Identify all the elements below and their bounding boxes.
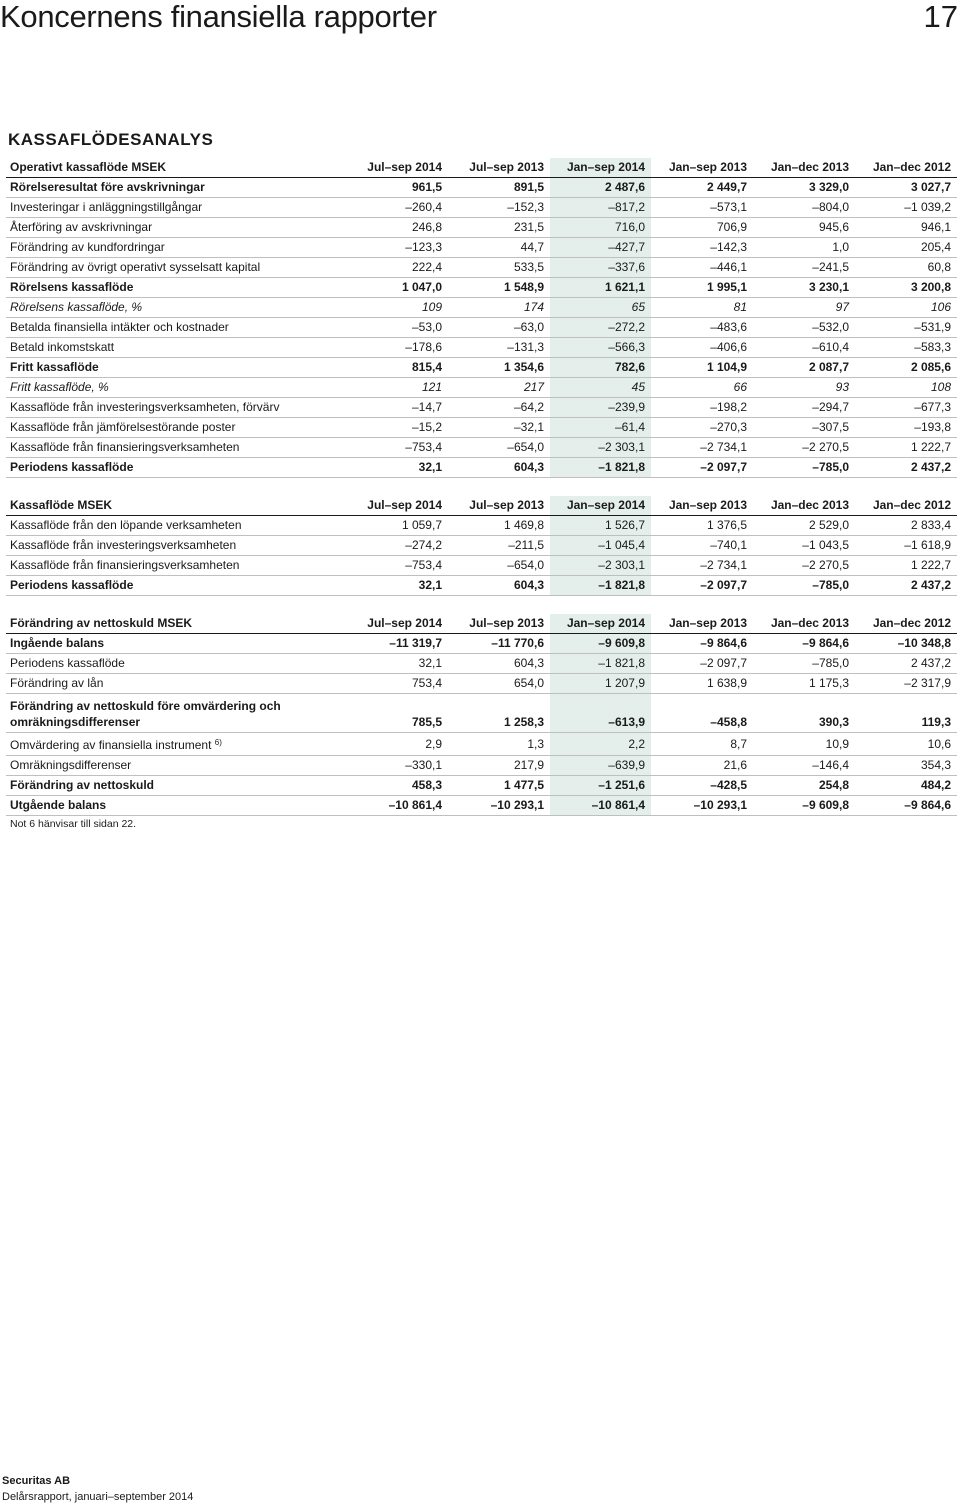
table-cell: 66 [651, 378, 753, 398]
row-label-text: Återföring av avskrivningar [10, 220, 153, 234]
table-row [6, 796, 957, 816]
table-cell: –583,3 [855, 338, 957, 358]
table-title: Kassaflöde MSEK [6, 496, 355, 516]
operating-cash-flow-table [6, 158, 957, 478]
table-cell: –142,3 [651, 238, 753, 258]
row-label-text: Investeringar i anläggningstillgångar [10, 200, 203, 214]
row-label [6, 278, 355, 298]
table-cell: –740,1 [651, 536, 753, 556]
table-cell: –239,9 [550, 398, 651, 418]
row-label-text: Rörelsens kassaflöde, % [10, 300, 143, 314]
table-cell: –9 864,6 [855, 796, 957, 816]
table-cell: 782,6 [550, 358, 651, 378]
row-label-text: Betald inkomstskatt [10, 340, 115, 354]
table-cell: 222,4 [355, 258, 448, 278]
table-cell: –9 864,6 [753, 634, 855, 654]
row-label [6, 733, 355, 756]
row-label [6, 694, 355, 733]
table-cell: –2 270,5 [753, 438, 855, 458]
table-cell: –178,6 [355, 338, 448, 358]
table-cell: 3 329,0 [753, 178, 855, 198]
row-label [6, 756, 355, 776]
column-header: Jul–sep 2013 [448, 496, 550, 516]
column-header: Jan–dec 2012 [855, 158, 957, 178]
table-cell: –531,9 [855, 318, 957, 338]
row-label-text: Förändring av lån [10, 676, 104, 690]
table-cell: 1 526,7 [550, 516, 651, 536]
cash-flow-table [6, 496, 957, 596]
table-row [6, 756, 957, 776]
table-cell: 533,5 [448, 258, 550, 278]
table-cell: 604,3 [448, 576, 550, 596]
table-cell: 1,3 [448, 733, 550, 756]
table-cell: 1 047,0 [355, 278, 448, 298]
table-row [6, 238, 957, 258]
table-row [6, 733, 957, 756]
table-row [6, 358, 957, 378]
row-label [6, 776, 355, 796]
row-label [6, 516, 355, 536]
table-cell: 106 [855, 298, 957, 318]
table-cell: –458,8 [651, 694, 753, 733]
table-cell: 706,9 [651, 218, 753, 238]
table-cell: 2 437,2 [855, 654, 957, 674]
column-header: Jan–dec 2012 [855, 496, 957, 516]
table-cell: –337,6 [550, 258, 651, 278]
table-cell: –9 864,6 [651, 634, 753, 654]
row-label [6, 536, 355, 556]
table-row [6, 298, 957, 318]
table-cell: 217,9 [448, 756, 550, 776]
table-cell: –152,3 [448, 198, 550, 218]
table-header-row [6, 496, 957, 516]
table-cell: 246,8 [355, 218, 448, 238]
row-label [6, 238, 355, 258]
table-cell: 1 995,1 [651, 278, 753, 298]
table-cell: –330,1 [355, 756, 448, 776]
table-cell: 1,0 [753, 238, 855, 258]
table-cell: –483,6 [651, 318, 753, 338]
table-cell: 484,2 [855, 776, 957, 796]
table-cell: 45 [550, 378, 651, 398]
table-cell: –677,3 [855, 398, 957, 418]
table-cell: –131,3 [448, 338, 550, 358]
column-header: Jul–sep 2014 [355, 614, 448, 634]
table-cell: 10,9 [753, 733, 855, 756]
table-cell: 65 [550, 298, 651, 318]
row-label-text: Omräkningsdifferenser [10, 758, 132, 772]
table-cell: 3 200,8 [855, 278, 957, 298]
table-cell: –10 293,1 [448, 796, 550, 816]
table-row [6, 398, 957, 418]
table-cell: 2 085,6 [855, 358, 957, 378]
table-cell: –613,9 [550, 694, 651, 733]
table-cell: –427,7 [550, 238, 651, 258]
table-cell: –211,5 [448, 536, 550, 556]
table-cell: 10,6 [855, 733, 957, 756]
table-cell: –11 770,6 [448, 634, 550, 654]
row-label [6, 634, 355, 654]
table-row [6, 258, 957, 278]
table-row [6, 218, 957, 238]
row-label-text: Utgående balans [10, 798, 107, 812]
table-cell: –2 097,7 [651, 458, 753, 478]
table-cell: –406,6 [651, 338, 753, 358]
table-cell: 3 230,1 [753, 278, 855, 298]
table-row [6, 634, 957, 654]
table-cell: 1 354,6 [448, 358, 550, 378]
table-cell: 1 175,3 [753, 674, 855, 694]
table-cell: –241,5 [753, 258, 855, 278]
table-cell: –785,0 [753, 458, 855, 478]
table-cell: 2 833,4 [855, 516, 957, 536]
table-cell: –10 348,8 [855, 634, 957, 654]
table-cell: –123,3 [355, 238, 448, 258]
table-row [6, 576, 957, 596]
table-cell: 2 437,2 [855, 576, 957, 596]
table-cell: –10 861,4 [550, 796, 651, 816]
table-cell: 891,5 [448, 178, 550, 198]
row-label-text: Periodens kassaflöde [10, 460, 134, 474]
table-cell: 109 [355, 298, 448, 318]
table-cell: 44,7 [448, 238, 550, 258]
table-title: Operativt kassaflöde MSEK [6, 158, 355, 178]
table-cell: –53,0 [355, 318, 448, 338]
row-label-text: Periodens kassaflöde [10, 656, 125, 670]
table-cell: –2 097,7 [651, 576, 753, 596]
table-cell: 121 [355, 378, 448, 398]
table-cell: 458,3 [355, 776, 448, 796]
table-cell: –294,7 [753, 398, 855, 418]
table-cell: 1 376,5 [651, 516, 753, 536]
table-cell: –10 293,1 [651, 796, 753, 816]
table-cell: 753,4 [355, 674, 448, 694]
column-header: Jul–sep 2014 [355, 496, 448, 516]
column-header: Jul–sep 2013 [448, 158, 550, 178]
table-cell: 815,4 [355, 358, 448, 378]
row-label-text: Kassaflöde från jämförelsestörande poster [10, 420, 236, 434]
row-label [6, 298, 355, 318]
table-cell: 1 104,9 [651, 358, 753, 378]
table-row [6, 278, 957, 298]
table-cell: 217 [448, 378, 550, 398]
table-cell: 2 437,2 [855, 458, 957, 478]
table-cell: 8,7 [651, 733, 753, 756]
table-row [6, 694, 957, 733]
column-header: Jul–sep 2014 [355, 158, 448, 178]
column-header: Jan–sep 2013 [651, 158, 753, 178]
table-cell: –2 303,1 [550, 556, 651, 576]
table-cell: 604,3 [448, 458, 550, 478]
table-cell: 205,4 [855, 238, 957, 258]
table-cell: 1 548,9 [448, 278, 550, 298]
table-cell: –307,5 [753, 418, 855, 438]
footnote: Not 6 hänvisar till sidan 22. [10, 818, 137, 830]
row-label [6, 556, 355, 576]
table-cell: 1 638,9 [651, 674, 753, 694]
table-cell: 2 449,7 [651, 178, 753, 198]
column-header: Jan–sep 2013 [651, 614, 753, 634]
row-label-text: Förändring av nettoskuld före omvärdering och omräkningsdifferenser [10, 699, 281, 729]
row-label-text: Kassaflöde från finansieringsverksamheten [10, 440, 240, 454]
table-cell: 108 [855, 378, 957, 398]
table-row [6, 536, 957, 556]
table-cell: 21,6 [651, 756, 753, 776]
table-cell: 390,3 [753, 694, 855, 733]
table-cell: –274,2 [355, 536, 448, 556]
row-label-text: Rörelsens kassaflöde [10, 280, 134, 294]
row-label-text: Förändring av övrigt operativt sysselsatt kapital [10, 260, 261, 274]
column-header: Jan–dec 2012 [855, 614, 957, 634]
table-row [6, 516, 957, 536]
table-cell: –2 303,1 [550, 438, 651, 458]
page-footer [2, 1473, 193, 1505]
table-header-row [6, 158, 957, 178]
table-cell: –1 045,4 [550, 536, 651, 556]
table-cell: –1 251,6 [550, 776, 651, 796]
page-header [0, 0, 960, 40]
table-row [6, 318, 957, 338]
footer-report-name: Delårsrapport, januari–september 2014 [2, 1491, 194, 1503]
footer-company: Securitas AB [2, 1475, 71, 1487]
row-label [6, 458, 355, 478]
table-cell: –32,1 [448, 418, 550, 438]
table-cell: –2 734,1 [651, 438, 753, 458]
table-cell: –1 043,5 [753, 536, 855, 556]
table-cell: 785,5 [355, 694, 448, 733]
net-debt-change-table [6, 614, 957, 816]
table-cell: –64,2 [448, 398, 550, 418]
table-row [6, 674, 957, 694]
table-cell: 354,3 [855, 756, 957, 776]
row-label [6, 258, 355, 278]
table-cell: 716,0 [550, 218, 651, 238]
table-cell: –146,4 [753, 756, 855, 776]
table-cell: –2 317,9 [855, 674, 957, 694]
table-cell: 2 487,6 [550, 178, 651, 198]
row-label-text: Fritt kassaflöde [10, 360, 99, 374]
table-cell: 1 258,3 [448, 694, 550, 733]
table-cell: –428,5 [651, 776, 753, 796]
table-cell: 961,5 [355, 178, 448, 198]
row-label [6, 576, 355, 596]
table-cell: 231,5 [448, 218, 550, 238]
row-label-text: Fritt kassaflöde, % [10, 380, 109, 394]
table-cell: –1 821,8 [550, 576, 651, 596]
row-label [6, 398, 355, 418]
table-cell: –753,4 [355, 438, 448, 458]
table-cell: 60,8 [855, 258, 957, 278]
table-cell: 97 [753, 298, 855, 318]
table-cell: –272,2 [550, 318, 651, 338]
table-cell: 1 222,7 [855, 438, 957, 458]
row-label-text: Förändring av kundfordringar [10, 240, 165, 254]
section-title: KASSAFLÖDESANALYS [8, 130, 214, 149]
table-cell: 604,3 [448, 654, 550, 674]
row-label [6, 418, 355, 438]
table-cell: –10 861,4 [355, 796, 448, 816]
table-cell: –817,2 [550, 198, 651, 218]
table-header-row [6, 614, 957, 634]
column-header: Jan–dec 2013 [753, 496, 855, 516]
table-cell: –61,4 [550, 418, 651, 438]
table-cell: 32,1 [355, 654, 448, 674]
table-row [6, 418, 957, 438]
row-label-text: Betalda finansiella intäkter och kostnader [10, 320, 229, 334]
column-header: Jan–sep 2014 [550, 496, 651, 516]
table-cell: 119,3 [855, 694, 957, 733]
table-title: Förändring av nettoskuld MSEK [6, 614, 355, 634]
footnote-reference: 6) [214, 738, 222, 747]
table-row [6, 458, 957, 478]
table-cell: –2 097,7 [651, 654, 753, 674]
table-cell: –198,2 [651, 398, 753, 418]
table-cell: 1 469,8 [448, 516, 550, 536]
table-cell: –446,1 [651, 258, 753, 278]
table-row [6, 178, 957, 198]
table-cell: –654,0 [448, 438, 550, 458]
table-cell: –610,4 [753, 338, 855, 358]
table-cell: –14,7 [355, 398, 448, 418]
table-cell: –785,0 [753, 654, 855, 674]
column-header: Jan–dec 2013 [753, 614, 855, 634]
table-cell: 654,0 [448, 674, 550, 694]
table-cell: 2,9 [355, 733, 448, 756]
row-label [6, 654, 355, 674]
table-cell: –1 821,8 [550, 654, 651, 674]
row-label [6, 198, 355, 218]
row-label [6, 178, 355, 198]
table-row [6, 198, 957, 218]
table-cell: 946,1 [855, 218, 957, 238]
table-cell: –63,0 [448, 318, 550, 338]
row-label-text: Periodens kassaflöde [10, 578, 134, 592]
table-cell: –193,8 [855, 418, 957, 438]
row-label-text: Ingående balans [10, 636, 105, 650]
column-header: Jan–sep 2014 [550, 614, 651, 634]
table-row [6, 438, 957, 458]
column-header: Jul–sep 2013 [448, 614, 550, 634]
row-label-text: Omvärdering av finansiella instrument [10, 738, 212, 752]
table-cell: –270,3 [651, 418, 753, 438]
page-number: 17 [923, 0, 958, 34]
table-row [6, 776, 957, 796]
table-cell: 3 027,7 [855, 178, 957, 198]
table-cell: –1 821,8 [550, 458, 651, 478]
row-label-text: Kassaflöde från investeringsverksamheten, förvärv [10, 400, 280, 414]
table-cell: 81 [651, 298, 753, 318]
table-cell: 174 [448, 298, 550, 318]
table-cell: –532,0 [753, 318, 855, 338]
table-cell: 2,2 [550, 733, 651, 756]
row-label [6, 358, 355, 378]
table-cell: –260,4 [355, 198, 448, 218]
table-cell: –15,2 [355, 418, 448, 438]
table-cell: –804,0 [753, 198, 855, 218]
table-row [6, 654, 957, 674]
table-cell: –2 270,5 [753, 556, 855, 576]
column-header: Jan–sep 2013 [651, 496, 753, 516]
table-cell: 1 207,9 [550, 674, 651, 694]
row-label-text: Kassaflöde från finansieringsverksamheten [10, 558, 240, 572]
row-label [6, 438, 355, 458]
table-cell: –639,9 [550, 756, 651, 776]
table-cell: –9 609,8 [550, 634, 651, 654]
table-cell: 1 222,7 [855, 556, 957, 576]
row-label-text: Kassaflöde från investeringsverksamheten [10, 538, 237, 552]
column-header: Jan–dec 2013 [753, 158, 855, 178]
table-cell: –753,4 [355, 556, 448, 576]
table-cell: –654,0 [448, 556, 550, 576]
table-cell: –573,1 [651, 198, 753, 218]
row-label [6, 338, 355, 358]
table-row [6, 556, 957, 576]
table-cell: –2 734,1 [651, 556, 753, 576]
row-label [6, 378, 355, 398]
table-cell: –1 618,9 [855, 536, 957, 556]
table-row [6, 378, 957, 398]
row-label [6, 674, 355, 694]
row-label [6, 796, 355, 816]
row-label [6, 218, 355, 238]
row-label-text: Kassaflöde från den löpande verksamheten [10, 518, 242, 532]
table-cell: 32,1 [355, 458, 448, 478]
table-cell: 254,8 [753, 776, 855, 796]
page-title: Koncernens finansiella rapporter [0, 0, 437, 34]
row-label [6, 318, 355, 338]
column-header: Jan–sep 2014 [550, 158, 651, 178]
table-cell: 93 [753, 378, 855, 398]
row-label-text: Rörelseresultat före avskrivningar [10, 180, 205, 194]
table-cell: 2 529,0 [753, 516, 855, 536]
table-cell: –11 319,7 [355, 634, 448, 654]
table-cell: 1 477,5 [448, 776, 550, 796]
table-cell: 32,1 [355, 576, 448, 596]
table-cell: –9 609,8 [753, 796, 855, 816]
table-cell: –566,3 [550, 338, 651, 358]
table-row [6, 338, 957, 358]
table-cell: 945,6 [753, 218, 855, 238]
table-cell: –1 039,2 [855, 198, 957, 218]
table-cell: 2 087,7 [753, 358, 855, 378]
row-label-text: Förändring av nettoskuld [10, 778, 155, 792]
table-cell: –785,0 [753, 576, 855, 596]
table-cell: 1 621,1 [550, 278, 651, 298]
table-cell: 1 059,7 [355, 516, 448, 536]
